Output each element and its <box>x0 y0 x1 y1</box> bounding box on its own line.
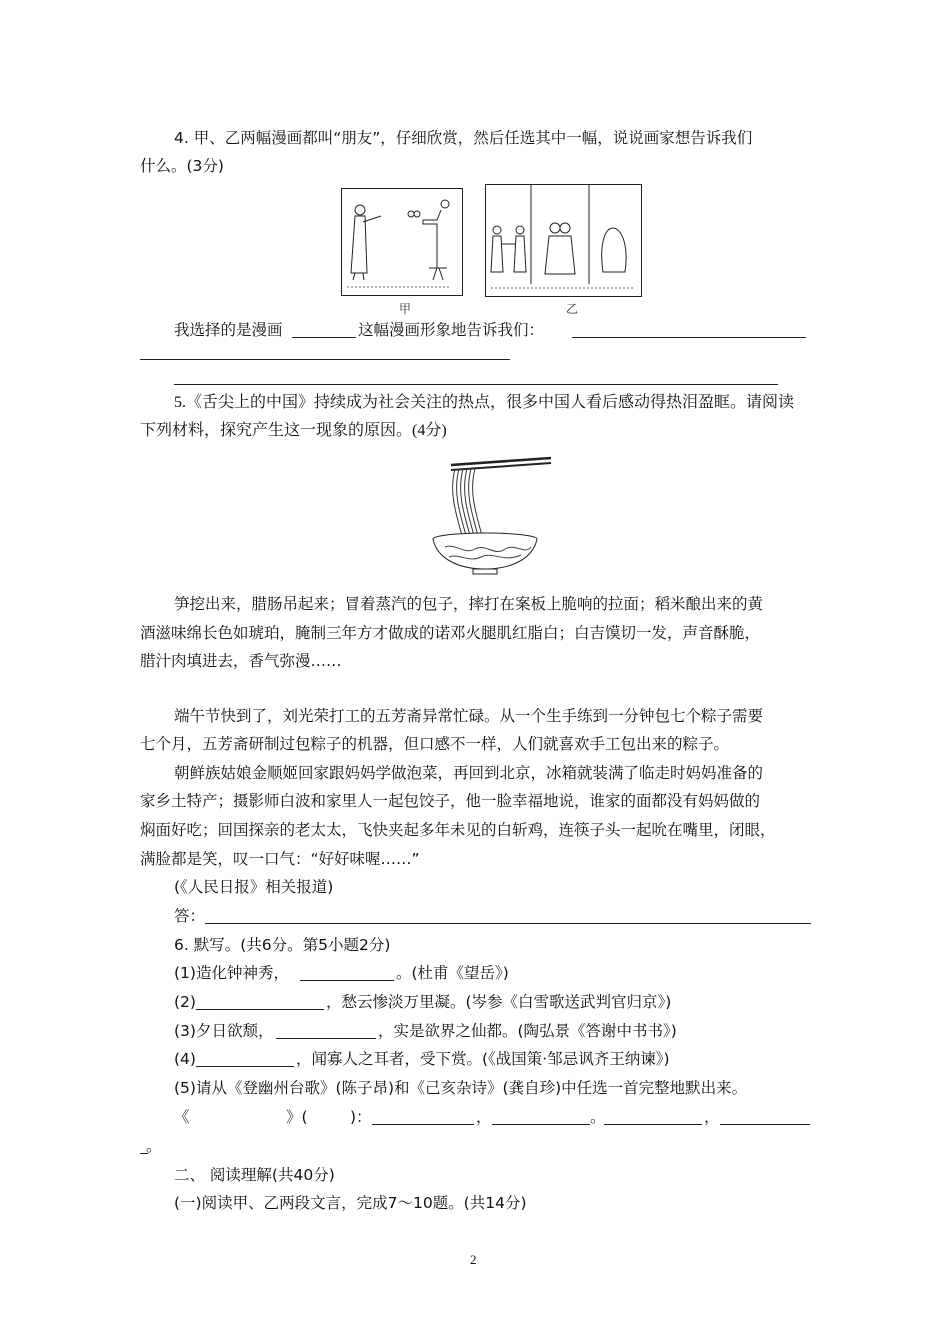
q4-answer-blank-1[interactable] <box>572 337 806 338</box>
q6-title: 6. 默写。(共6分。第5小题2分) <box>174 936 391 954</box>
q5-source: (《人民日报》相关报道) <box>174 878 334 896</box>
q6-item4-suffix: ，闻寡人之耳者，受下赏。(《战国策·邹忌讽齐王纳谏》) <box>296 1050 670 1068</box>
q5-para1-line3: 腊汁肉填进去，香气弥漫…… <box>140 652 342 670</box>
q5-para2-line1: 端午节快到了，刘光荣打工的五芳斋异常忙碌。从一个生手练到一分钟包七个粽子需要 <box>174 707 764 725</box>
q6-item2-prefix: (2) <box>174 993 196 1011</box>
cartoon-a-caption: 甲 <box>399 302 412 316</box>
q5-para3-line1: 朝鲜族姑娘金顺姬回家跟妈妈学做泡菜，再回到北京，冰箱就装满了临走时妈妈准备的 <box>174 764 764 782</box>
q6-item1-suffix: 。(杜甫《望岳》) <box>396 964 509 982</box>
q6-item5-title-open: 《 <box>174 1108 190 1126</box>
q6-item5-paren-close: )： <box>350 1108 372 1126</box>
q6-item4-prefix: (4) <box>174 1050 196 1068</box>
q6-item5: (5)请从《登幽州台歌》(陈子昂)和《己亥杂诗》(龚自珍)中任选一首完整地默出来。 <box>174 1079 748 1097</box>
q4-answer-middle: 这幅漫画形象地告诉我们： <box>358 321 545 339</box>
q5-para2-line2: 七个月，五芳斋研制过包粽子的机器，但口感不一样，人们就喜欢手工包出来的粽子。 <box>140 735 730 753</box>
q4-answer-blank-3[interactable] <box>174 384 778 385</box>
q5-para3-line3: 焖面好吃；回国探亲的老太太，飞快夹起多年未见的白斩鸡，连筷子头一起吮在嘴里，闭眼， <box>140 821 776 839</box>
q6-item5-blank-3[interactable] <box>604 1124 702 1125</box>
q6-item1-blank[interactable] <box>300 980 394 981</box>
q6-item3-suffix: ，实是欲界之仙都。(陶弘景《答谢中书书》) <box>378 1022 677 1040</box>
q4-line2: 什么。(3分) <box>140 157 224 175</box>
q6-item5-comma-2: ， <box>704 1108 720 1126</box>
q6-item4-blank[interactable] <box>196 1066 294 1067</box>
q6-item5-end-mark: 。 <box>146 1137 162 1155</box>
q5-answer-blank[interactable] <box>205 923 811 924</box>
cartoon-b-image <box>485 184 642 297</box>
q5-para1-line2: 酒滋味绵长色如琥珀，腌制三年方才做成的诺邓火腿肌红脂白；白吉馍切一发，声音酥脆， <box>140 624 761 642</box>
q6-item3-blank[interactable] <box>276 1038 376 1039</box>
q6-item5-title-close: 》( <box>286 1108 308 1126</box>
q5-para1-line1: 笋挖出来，腊肠吊起来；冒着蒸汽的包子，摔打在案板上脆响的拉面；稻米酿出来的黄 <box>174 595 764 613</box>
q5-answer-label: 答： <box>174 907 206 925</box>
noodle-bowl-image <box>425 451 555 576</box>
q6-item5-blank-2[interactable] <box>492 1124 590 1125</box>
q6-item1-prefix: (1)造化钟神秀， <box>174 964 289 982</box>
section2-sub: (一)阅读甲、乙两段文言，完成7～10题。(共14分) <box>174 1194 527 1212</box>
q6-item5-blank-1[interactable] <box>372 1124 474 1125</box>
q4-choice-blank[interactable] <box>292 337 356 338</box>
q6-item2-blank[interactable] <box>196 1009 324 1010</box>
section2-title: 二、 阅读理解(共40分) <box>174 1166 335 1184</box>
q6-item3-prefix: (3)夕日欲颓， <box>174 1022 274 1040</box>
q5-para3-line4: 满脸都是笑，叹一口气：“好好味喔……” <box>140 850 420 868</box>
q4-answer-prefix: 我选择的是漫画 <box>174 321 283 339</box>
q6-item5-period-1: 。 <box>590 1108 606 1126</box>
q4-line1: 4. 甲、乙两幅漫画都叫“朋友”，仔细欣赏，然后任选其中一幅，说说画家想告诉我们 <box>174 129 753 147</box>
q5-para3-line2: 家乡土特产；摄影师白波和家里人一起包饺子，他一脸幸福地说，谁家的面都没有妈妈做的 <box>140 792 761 810</box>
q6-item5-comma-1: ， <box>476 1108 492 1126</box>
q6-item2-suffix: ，愁云惨淡万里凝。(岑参《白雪歌送武判官归京》) <box>326 993 672 1011</box>
cartoon-b-caption: 乙 <box>566 302 579 316</box>
q4-answer-blank-2[interactable] <box>140 359 510 360</box>
q5-line2: 下列材料，探究产生这一现象的原因。(4分) <box>140 422 447 439</box>
page-number: 2 <box>470 1252 477 1267</box>
q6-item5-blank-4[interactable] <box>720 1124 810 1125</box>
q5-line1: 5.《舌尖上的中国》持续成为社会关注的热点，很多中国人看后感动得热泪盈眶。请阅读 <box>174 394 795 411</box>
cartoon-a-image <box>341 188 463 296</box>
